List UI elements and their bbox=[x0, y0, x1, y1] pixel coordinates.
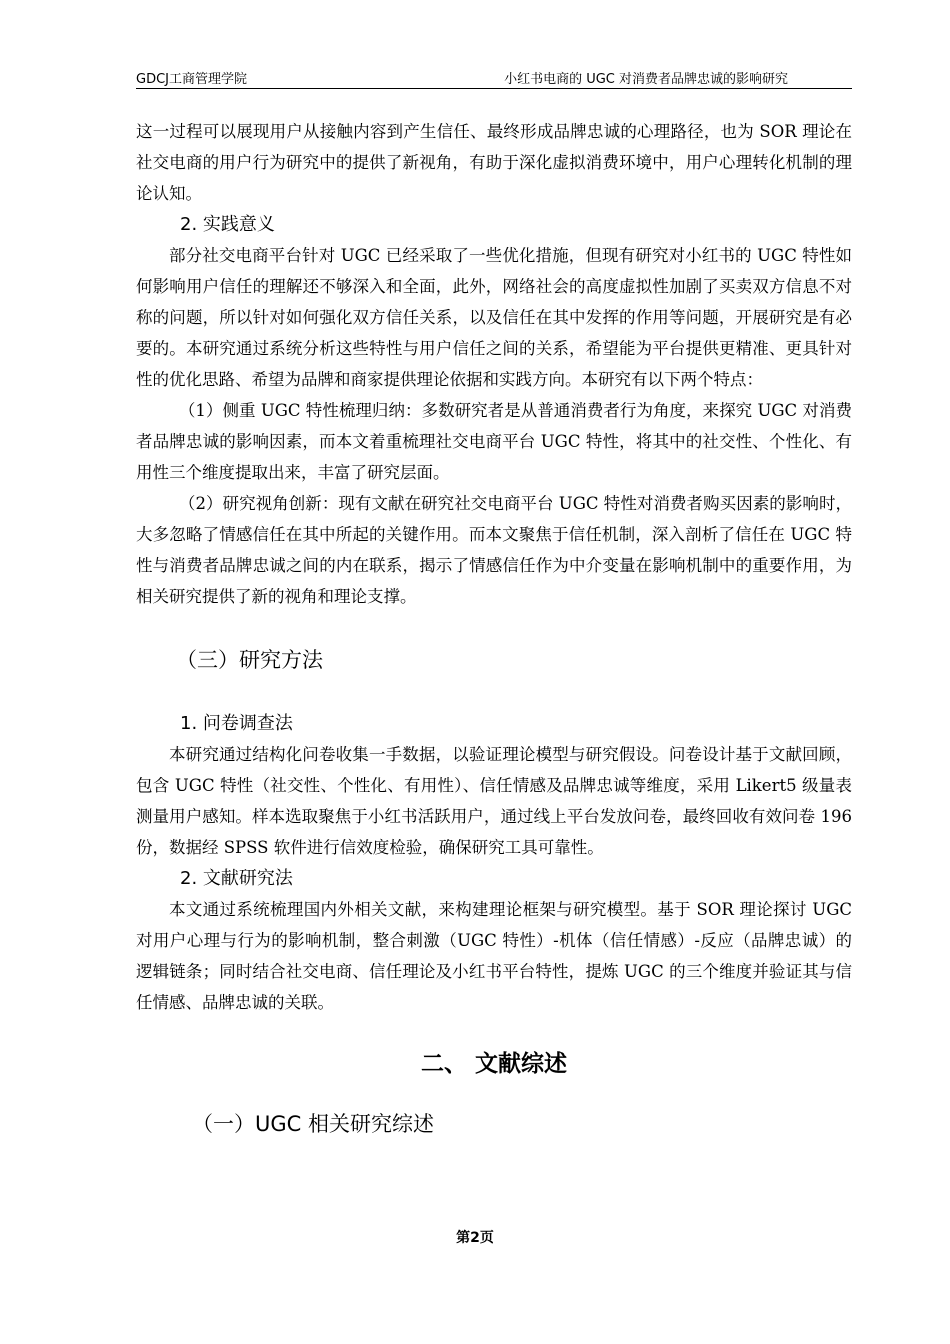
paragraph-feature-2: （2）研究视角创新：现有文献在研究社交电商平台 UGC 特性对消费者购买因素的影响时，大多忽略了情感信任在其中所起的关键作用。而本文聚焦于信任机制，深入剖析了信任在 UGC 特性与消费者品牌忠诚之间的内在联系，揭示了情感信任作为中介变量在影响机制中的重要作用，为相关研究提供了新的视角和理论支撑。 bbox=[136, 494, 852, 606]
heading-literature-method: 2. 文献研究法 bbox=[180, 868, 293, 889]
header-institution: GDCJ工商管理学院 bbox=[136, 72, 247, 87]
heading-research-methods: （三）研究方法 bbox=[176, 648, 323, 672]
heading-ugc-review: （一）UGC 相关研究综述 bbox=[192, 1112, 434, 1136]
header-paper-title: 小红书电商的 UGC 对消费者品牌忠诚的影响研究 bbox=[504, 72, 788, 87]
paragraph-practical-significance: 部分社交电商平台针对 UGC 已经采取了一些优化措施，但现有研究对小红书的 UGC 特性如何影响用户信任的理解还不够深入和全面，此外，网络社会的高度虚拟性加剧了买卖双方信息不对称的问题，所以针对如何强化双方信任关系，以及信任在其中发挥的作用等问题，开展研究是有必要的。本研究通过系统分析这些特性与用户信任之间的关系，希望能为平台提供更精准、更具针对性的优化思路、希望为品牌和商家提供理论依据和实践方向。本研究有以下两个特点： bbox=[136, 246, 852, 389]
paragraph-intro: 这一过程可以展现用户从接触内容到产生信任、最终形成品牌忠诚的心理路径，也为 SOR 理论在社交电商的用户行为研究中的提供了新视角，有助于深化虚拟消费环境中，用户心理转化机制的理论认知。 bbox=[136, 122, 852, 203]
heading-chapter-literature-review: 二、 文献综述 bbox=[420, 1051, 567, 1077]
paragraph-literature-method: 本文通过系统梳理国内外相关文献，来构建理论框架与研究模型。基于 SOR 理论探讨 UGC 对用户心理与行为的影响机制，整合刺激（UGC 特性）-机体（信任情感）-反应（品牌忠诚）的逻辑链条；同时结合社交电商、信任理论及小红书平台特性，提炼 UGC 的三个维度并验证其与信任情感、品牌忠诚的关联。 bbox=[136, 900, 852, 1012]
page-header bbox=[136, 66, 852, 88]
heading-survey-method: 1. 问卷调查法 bbox=[180, 713, 293, 734]
header-divider bbox=[136, 88, 852, 89]
heading-practical-significance: 2. 实践意义 bbox=[180, 214, 275, 235]
main-content bbox=[136, 116, 852, 1142]
paragraph-feature-1: （1）侧重 UGC 特性梳理归纳：多数研究者是从普通消费者行为角度，来探究 UGC 对消费者品牌忠诚的影响因素，而本文着重梳理社交电商平台 UGC 特性，将其中的社交性、个性化、有用性三个维度提取出来，丰富了研究层面。 bbox=[136, 401, 852, 482]
paragraph-survey-method: 本研究通过结构化问卷收集一手数据，以验证理论模型与研究假设。问卷设计基于文献回顾，包含 UGC 特性（社交性、个性化、有用性）、信任情感及品牌忠诚等维度，采用 Likert5 级量表测量用户感知。样本选取聚焦于小红书活跃用户，通过线上平台发放问卷，最终回收有效问卷 196 份，数据经 SPSS 软件进行信效度检验，确保研究工具可靠性。 bbox=[136, 745, 852, 857]
page-number: 第2页 bbox=[456, 1230, 494, 1246]
